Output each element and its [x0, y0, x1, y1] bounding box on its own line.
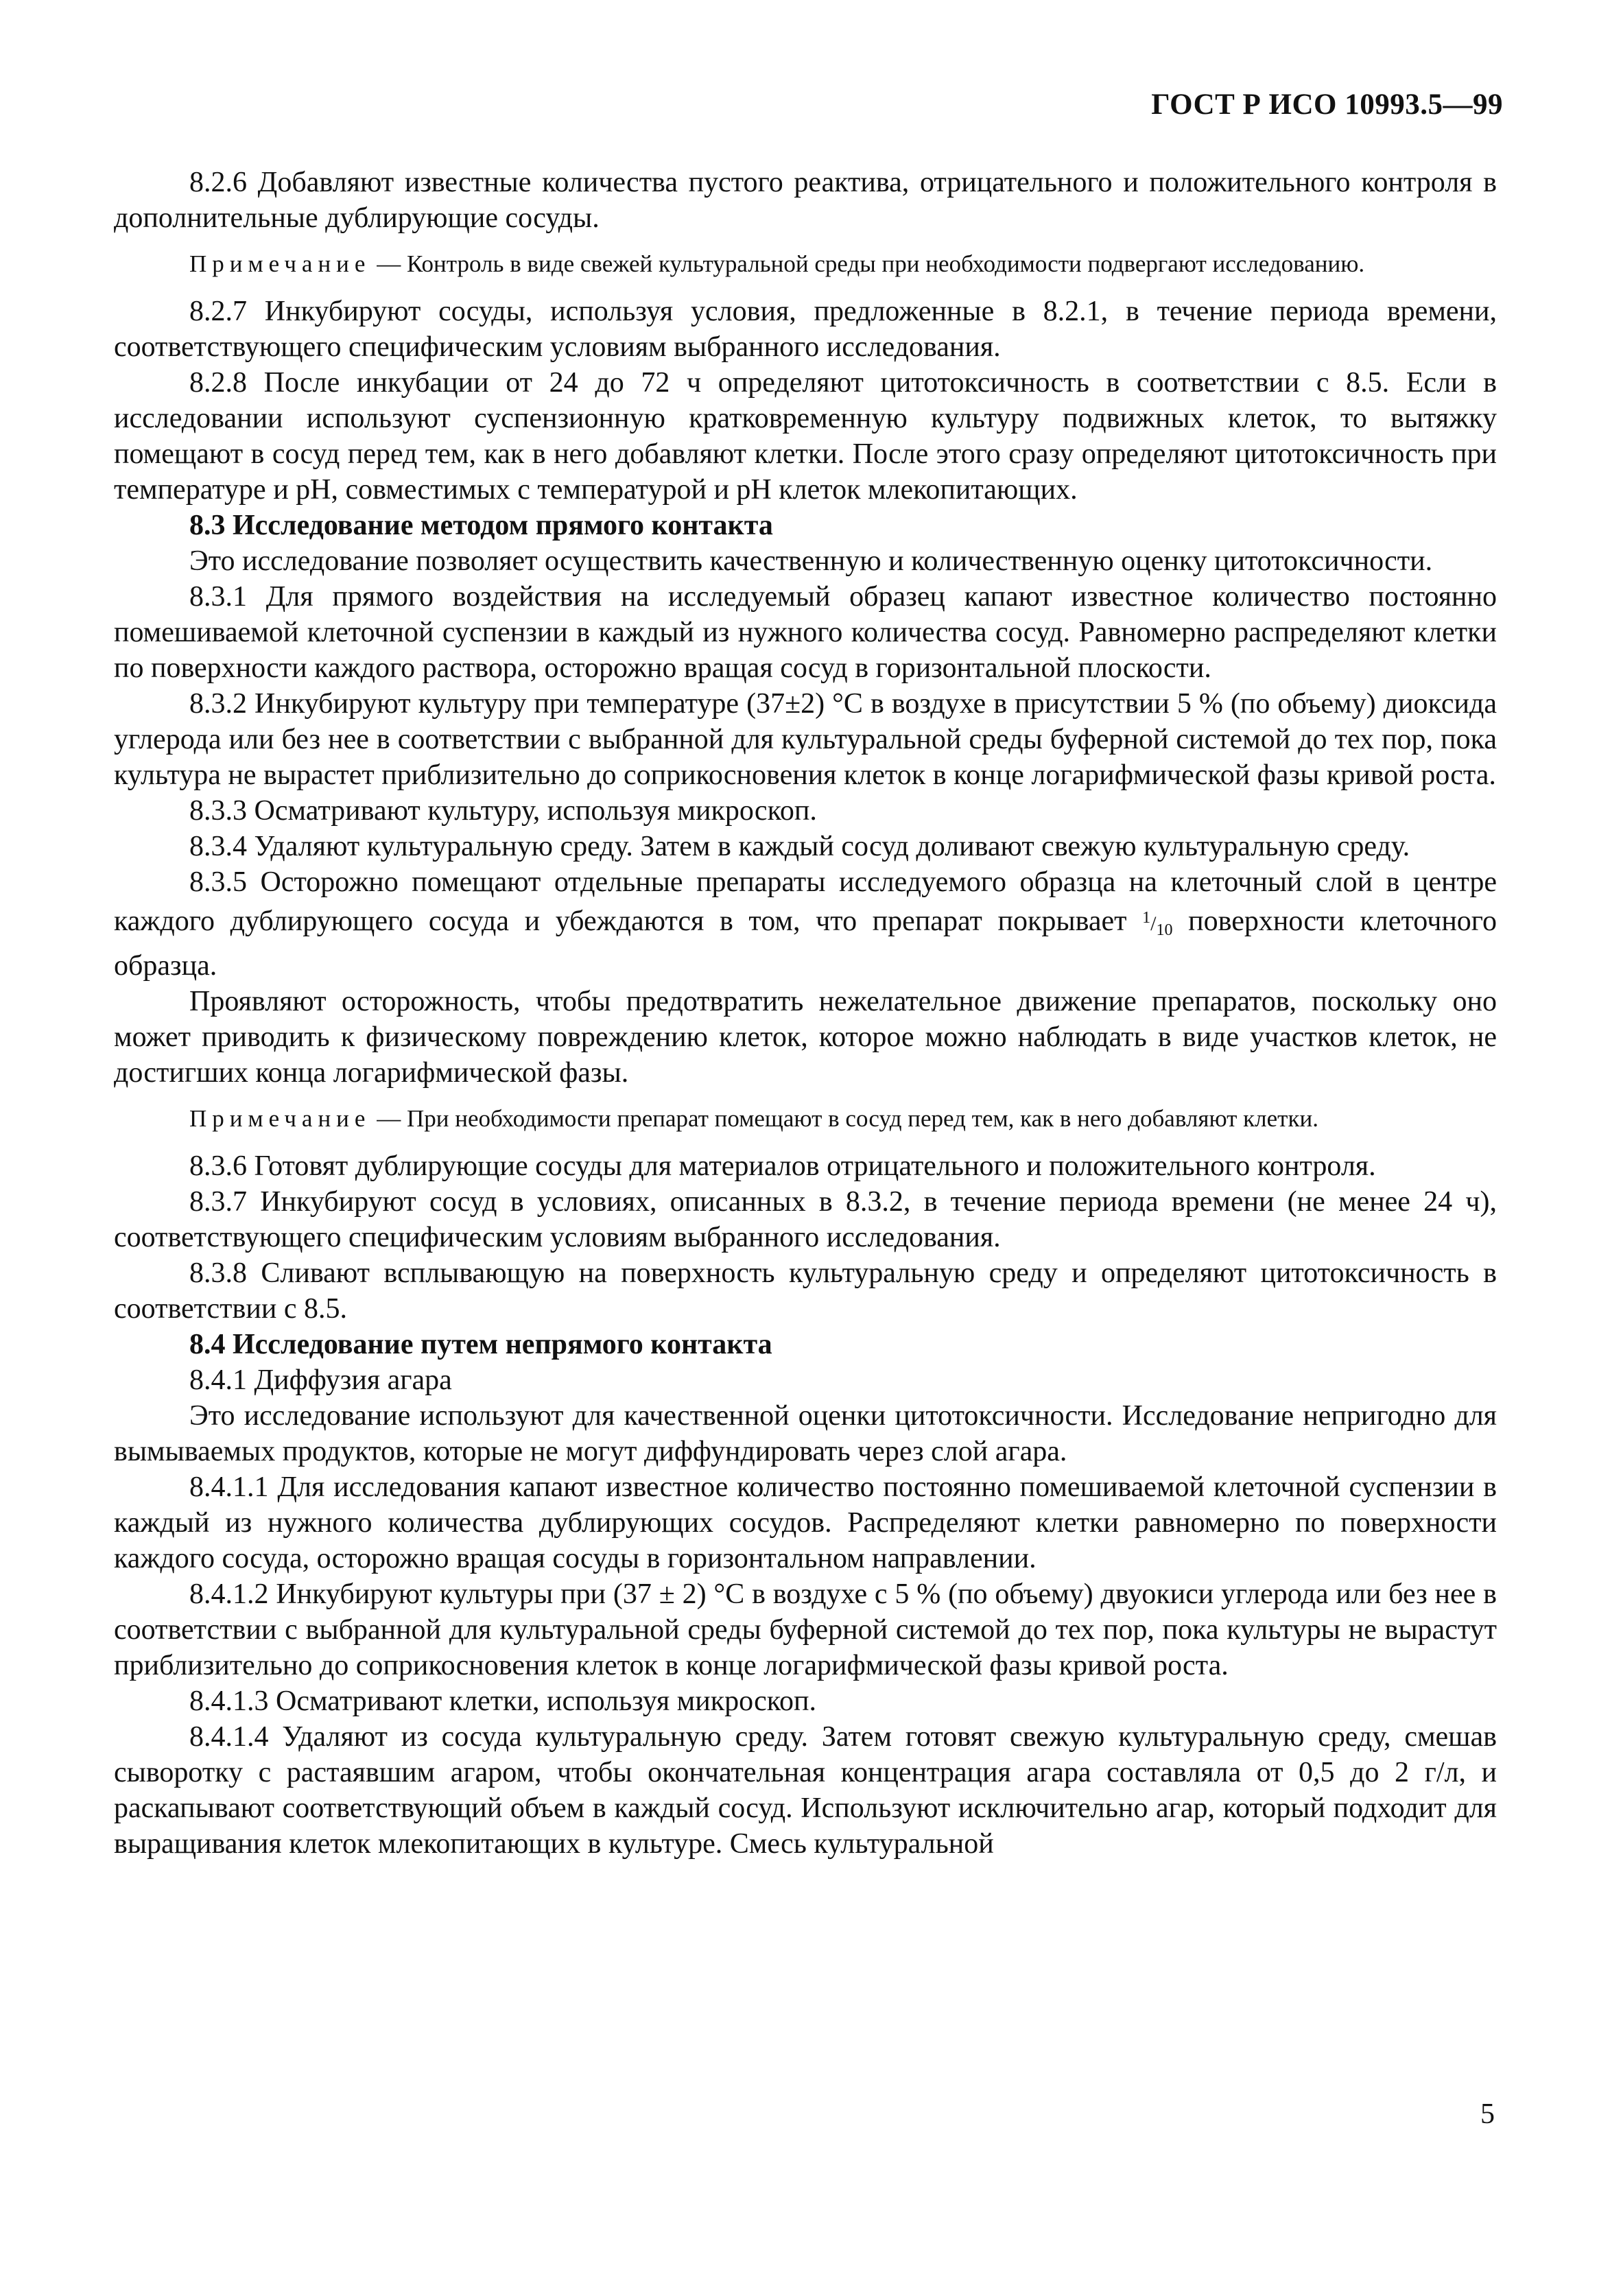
document-header: ГОСТ Р ИСО 10993.5—99: [1151, 88, 1503, 121]
note-2: [114, 1103, 1497, 1135]
paragraph-8-3-7: 8.3.7 Инкубируют сосуд в условиях, описанных в 8.3.2, в течение периода времени (не менее 24 ч), соответствующего специфическим условиям выбранного исследования.: [114, 1186, 1497, 1253]
paragraph-8-3-8: 8.3.8 Сливают всплывающую на поверхность культуральную среду и определяют цитотоксичность в соответствии с 8.5.: [114, 1257, 1497, 1325]
paragraph-8-3-5-part-a: 8.3.5 Осторожно помещают отдельные препараты исследуемого образца на клеточный слой в центре каждого дублирующего сосуда и убеждаются в том, что препарат покрывает: [114, 866, 1497, 937]
paragraph-8-4-1-title: 8.4.1 Диффузия агара: [189, 1364, 452, 1396]
note-label: Примечание: [189, 1105, 371, 1132]
section-heading-8-3: 8.3 Исследование методом прямого контакта: [189, 510, 773, 541]
paragraph-8-3-4: 8.3.4 Удаляют культуральную среду. Затем в каждый сосуд доливают свежую культуральную среду.: [189, 831, 1410, 862]
paragraph-8-3-5-caution: Проявляют осторожность, чтобы предотвратить нежелательное движение препаратов, поскольку оно может приводить к физическому повреждению клеток, которое можно наблюдать в виде участков клеток, не достигших конца логарифмической фазы.: [114, 986, 1497, 1089]
page-number: 5: [1480, 2098, 1495, 2130]
paragraph-8-3-6: 8.3.6 Готовят дублирующие сосуды для материалов отрицательного и положительного контроля.: [189, 1150, 1376, 1182]
fraction-one-tenth: $^1/_{10}$: [1142, 909, 1173, 939]
paragraph-8-4-1-2: 8.4.1.2 Инкубируют культуры при (37 ± 2) °С в воздухе с 5 % (по объему) двуокиси углерода или без нее в соответствии с выбранной для культуральной среды буферной системой до тех пор, пока культуры не вырастут приблизительно до соприкосновения клеток в конце логарифмической фазы кривой роста.: [114, 1578, 1497, 1681]
paragraph-8-2-8: 8.2.8 После инкубации от 24 до 72 ч определяют цитотоксичность в соответствии с 8.5. Если в исследовании используют суспензионную кратковременную культуру подвижных клеток, то вытяжку помещают в сосуд перед тем, как в него добавляют клетки. После этого сразу определяют цитотоксичность при температуре и pH, совместимых с температурой и pH клеток млекопитающих.: [114, 367, 1497, 506]
paragraph-8-3-5: [114, 864, 1497, 984]
paragraph-8-3-2: 8.3.2 Инкубируют культуру при температуре (37±2) °С в воздухе в присутствии 5 % (по объему) диоксида углерода или без нее в соответствии с выбранной для культуральной среды буферной системой до тех пор, пока культура не вырастет приблизительно до соприкосновения клеток в конце логарифмической фазы кривой роста.: [114, 688, 1497, 791]
paragraph-8-4-1-3: 8.4.1.3 Осматривают клетки, используя микроскоп.: [189, 1685, 817, 1717]
document-body: [114, 165, 1497, 1862]
paragraph-8-4-1-1: 8.4.1.1 Для исследования капают известное количество постоянно помешиваемой клеточной суспензии в каждый из нужного количества дублирующих сосудов. Распределяют клетки равномерно по поверхности каждого сосуда, осторожно вращая сосуды в горизонтальном направлении.: [114, 1471, 1497, 1574]
paragraph-8-3-5-part-b: поверхности клеточного образца.: [114, 906, 1497, 982]
note-text: — Контроль в виде свежей культуральной среды при необходимости подвергают исследованию.: [370, 250, 1365, 277]
paragraph-8-2-6: 8.2.6 Добавляют известные количества пустого реактива, отрицательного и положительного контроля в дополнительные дублирующие сосуды.: [114, 167, 1497, 234]
fraction-numerator: 1: [1142, 909, 1151, 927]
paragraph-8-3-1: 8.3.1 Для прямого воздействия на исследуемый образец капают известное количество постоянно помешиваемой клеточной суспензии в каждый из нужного количества сосуд. Равномерно распределяют клетки по поверхности каждого раствора, осторожно вращая сосуд в горизонтальной плоскости.: [114, 581, 1497, 684]
note-text: — При необходимости препарат помещают в сосуд перед тем, как в него добавляют клетки.: [370, 1105, 1318, 1132]
paragraph-8-2-7: 8.2.7 Инкубируют сосуды, используя условия, предложенные в 8.2.1, в течение периода времени, соответствующего специфическим условиям выбранного исследования.: [114, 296, 1497, 363]
note-label: Примечание: [189, 250, 371, 277]
fraction-denominator: 10: [1156, 921, 1173, 939]
paragraph-8-3-3: 8.3.3 Осматривают культуру, используя микроскоп.: [189, 795, 817, 827]
note-1: [114, 248, 1497, 280]
paragraph-8-3-intro: Это исследование позволяет осуществить качественную и количественную оценку цитотоксичности.: [189, 545, 1433, 577]
paragraph-8-4-1-text: Это исследование используют для качественной оценки цитотоксичности. Исследование непригодно для вымываемых продуктов, которые не могут диффундировать через слой агара.: [114, 1400, 1497, 1467]
section-heading-8-4: 8.4 Исследование путем непрямого контакта: [189, 1329, 772, 1360]
paragraph-8-4-1-4: 8.4.1.4 Удаляют из сосуда культуральную среду. Затем готовят свежую культуральную среду, смешав сыворотку с растаявшим агаром, чтобы окончательная концентрация агара составляла от 0,5 до 2 г/л, и раскапывают соответствующий объем в каждый сосуд. Используют исключительно агар, который подходит для выращивания клеток млекопитающих в культуре. Смесь культуральной: [114, 1721, 1497, 1860]
